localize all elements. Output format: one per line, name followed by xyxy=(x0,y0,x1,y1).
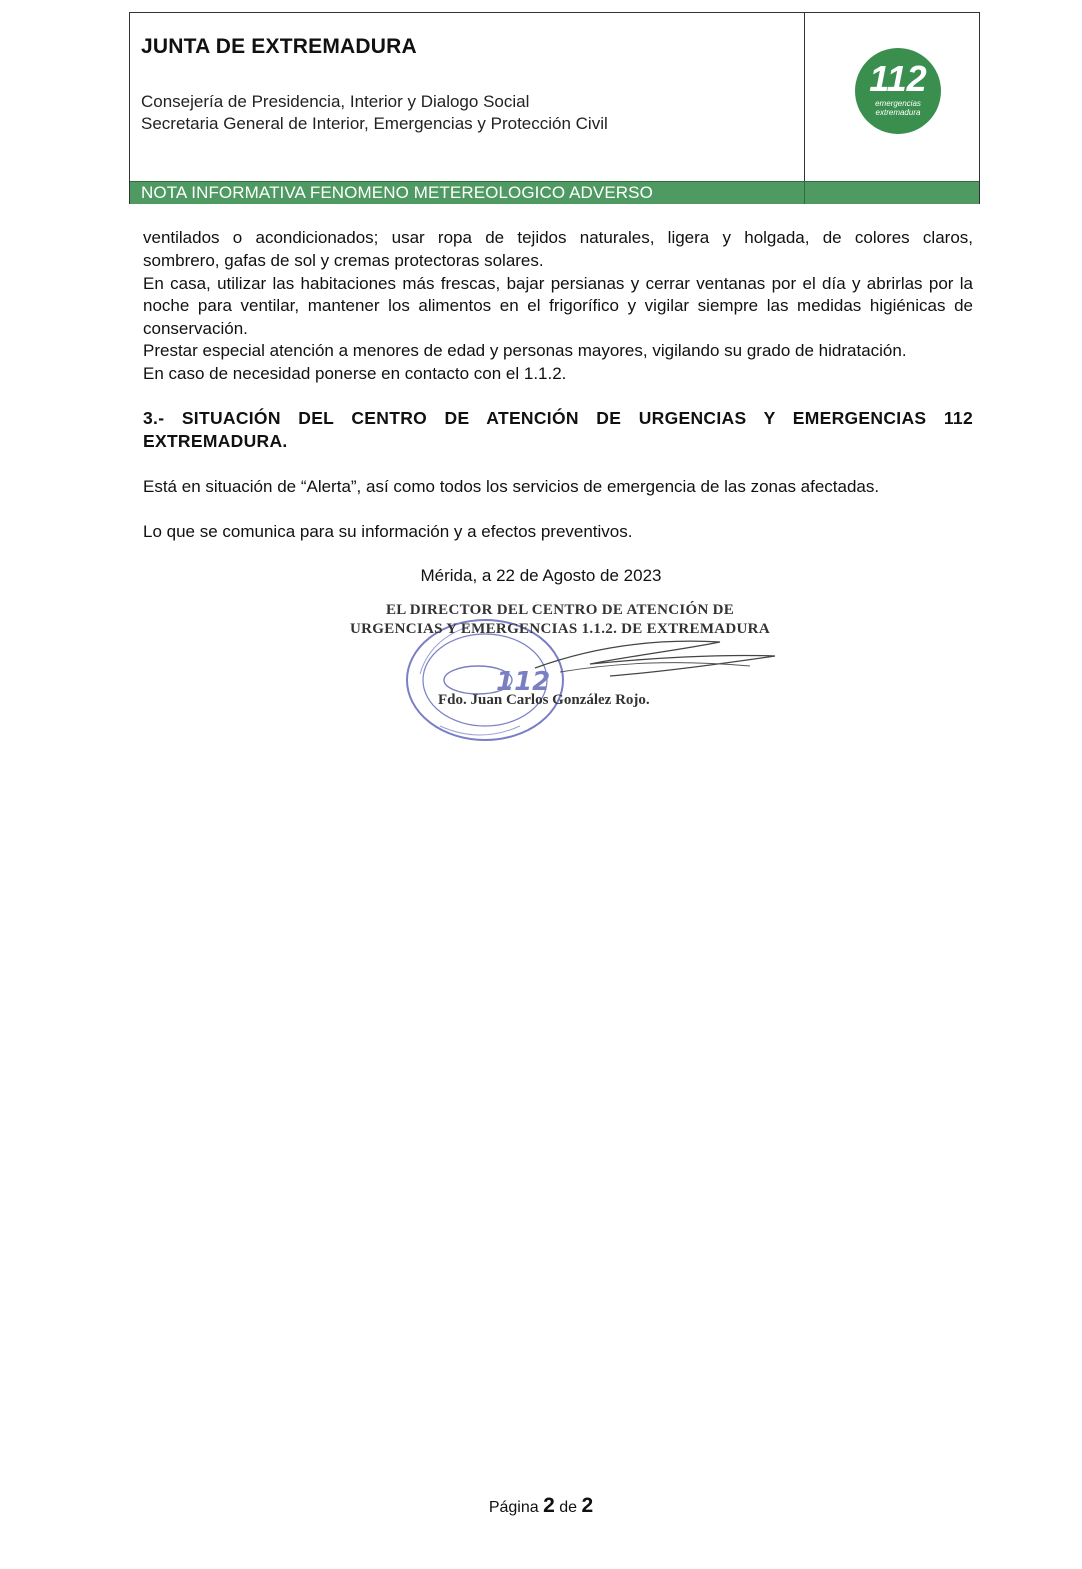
paragraph-line: En casa, utilizar las habitaciones más frescas, bajar persianas y cerrar ventanas por el día y abrirlas por la xyxy=(143,274,973,293)
of-word: de xyxy=(559,1499,578,1516)
paragraph-line: Prestar especial atención a menores de edad y personas mayores, vigilando su grado de hidratación. xyxy=(143,341,907,360)
emergencias-112-logo-icon xyxy=(855,48,941,134)
signer-title-line1: EL DIRECTOR DEL CENTRO DE ATENCIÓN DE xyxy=(385,602,735,618)
place-date: Mérida, a 22 de Agosto de 2023 xyxy=(420,566,662,585)
header-banner xyxy=(130,181,979,204)
paragraph-line: sombrero, gafas de sol y cremas protectoras solares. xyxy=(143,251,544,270)
current-page-number: 2 xyxy=(543,1494,555,1517)
banner-divider xyxy=(804,182,805,204)
header-logo-cell xyxy=(805,13,980,181)
secretariat-line: Secretaria General de Interior, Emergencias y Protección Civil xyxy=(141,114,608,133)
paragraph-line: ventilados o acondicionados; usar ropa de tejidos naturales, ligera y holgada, de colores claros, xyxy=(143,228,973,247)
page-word: Página xyxy=(488,1499,539,1516)
paragraph-line: noche para ventilar, mantener los alimentos en el frigorífico y vigilar siempre las medidas higiénicas de xyxy=(143,296,973,315)
paragraph-line: conservación. xyxy=(143,319,248,338)
logo-line1: emergencias xyxy=(875,99,921,108)
section-heading-cont: EXTREMADURA. xyxy=(143,431,288,451)
signature-block xyxy=(300,598,820,748)
logo-line2: extremadura xyxy=(875,108,921,117)
document-header xyxy=(129,12,980,204)
org-title: JUNTA DE EXTREMADURA xyxy=(141,35,417,58)
page-footer xyxy=(0,1494,1082,1518)
signer-name: Fdo. Juan Carlos González Rojo. xyxy=(438,692,650,708)
status-paragraph: Está en situación de “Alerta”, así como todos los servicios de emergencia de las zonas afectadas. xyxy=(143,477,880,496)
department-line: Consejería de Presidencia, Interior y Dialogo Social xyxy=(141,92,530,111)
section-heading: 3.- SITUACIÓN DEL CENTRO DE ATENCIÓN DE URGENCIAS Y EMERGENCIAS 112 xyxy=(143,408,973,428)
total-pages-number: 2 xyxy=(581,1494,594,1517)
closing-paragraph: Lo que se comunica para su información y a efectos preventivos. xyxy=(143,522,633,541)
banner-text: NOTA INFORMATIVA FENOMENO METEREOLOGICO ADVERSO xyxy=(141,183,653,202)
signer-title-line2: URGENCIAS Y EMERGENCIAS 1.1.2. DE EXTREMADURA xyxy=(350,621,770,637)
logo-number: 112 xyxy=(869,58,927,99)
header-text-cell xyxy=(130,13,805,181)
paragraph-line: En caso de necesidad ponerse en contacto con el 1.1.2. xyxy=(143,364,567,383)
svg-text:112: 112 xyxy=(496,667,551,697)
